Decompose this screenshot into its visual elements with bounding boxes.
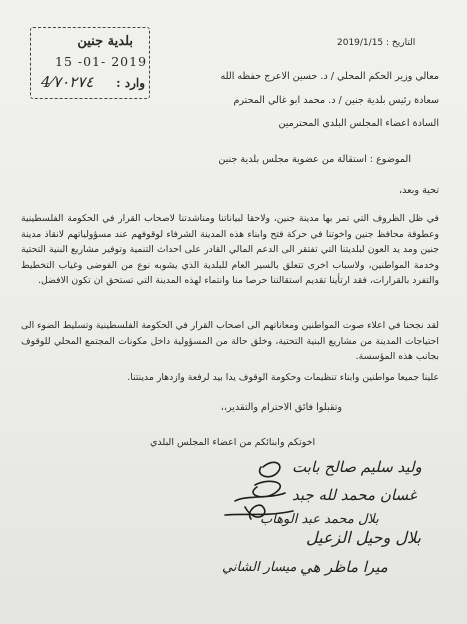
signature-4: بلال وحيل الزعيل — [306, 528, 421, 547]
addressee-line-3: السادة اعضاء المجلس البلدي المحترمين — [278, 118, 439, 129]
signature-6: ميسار الشاني — [222, 560, 297, 575]
addressee-line-1: معالي وزير الحكم المحلي / د. حسين الاعرج حفظه الله — [220, 71, 439, 82]
signature-caption: اخوتكم وابنائكم من اعضاء المجلس البلدي — [150, 437, 316, 448]
signature-5: ميرا ماظر هي — [300, 558, 388, 576]
stamp-label: وارد : — [116, 76, 145, 90]
signature-3: بلال محمد عبد الوهاب — [260, 512, 379, 527]
letter-subject: الموضوع : استقالة من عضوية مجلس بلدية جنين — [218, 154, 411, 165]
addressee-line-2: سعادة رئيس بلدية جنين / د. محمد ابو غالي المحترم — [233, 95, 439, 106]
letter-date: التاريخ : 2019/1/15 — [337, 38, 416, 48]
stamp-title: بلدية جنين — [77, 34, 133, 49]
signature-2: غسان محمد لله جبد — [292, 486, 417, 504]
signature-1: وليد سليم صالح بابت — [292, 458, 422, 476]
body-paragraph-1: في ظل الظروف التي تمر بها مدينة جنين، ولاحقا لبياناتنا ومناشدتنا لاصحاب القرار في الحكومة الفلسطينية وعطوفة محافظ جنين واخوتنا في حركة فتح وابناء هذه المدينة الشرفاء لوقوفهم عند مسؤولياتهم لانقاذ مدينة جنين ومد يد العون لبلديتنا التي تفتقر الى الدعم المالي القادر على احداث التنمية وتوفير مشاريع البنية التحتية وخدمة المواطنين، ولاسباب اخرى تتعلق بالسير العام للبلدية الذي يشوبه نوع من الفوضى وغياب التخطيط والتفرد بالقرارات، فقد ارتأينا تقديم استقالتنا حرصا منا وانتماء لهذه المدينة التي تستحق ان تكون الافضل. — [21, 213, 439, 286]
greeting: تحية وبعد، — [398, 185, 439, 196]
stamp-date: 15 -01- 2019 — [55, 54, 148, 69]
body-paragraph-2: لقد نجحنا في اعلاء صوت المواطنين ومعاناتهم الى اصحاب القرار في الحكومة الفلسطينية وتسليط الضوء الى احتياجات المدينة من مشاريع البنية التحتية، وخلق حالة من المسؤولية داخل مكونات المجتمع المحلي للوقوف بجانب هذه المؤسسة. — [21, 320, 439, 362]
incoming-stamp — [30, 27, 150, 99]
stamp-number: 4⁄٧٠٢٧٤ — [41, 73, 94, 91]
body-paragraph-3: علينا جميعا مواطنين وابناء تنظيمات وحكومة الوقوف يدا بيد لرفعة وازدهار مدينتنا. — [127, 372, 439, 383]
closing-line: وتقبلوا فائق الاحترام والتقدير،، — [220, 402, 342, 413]
